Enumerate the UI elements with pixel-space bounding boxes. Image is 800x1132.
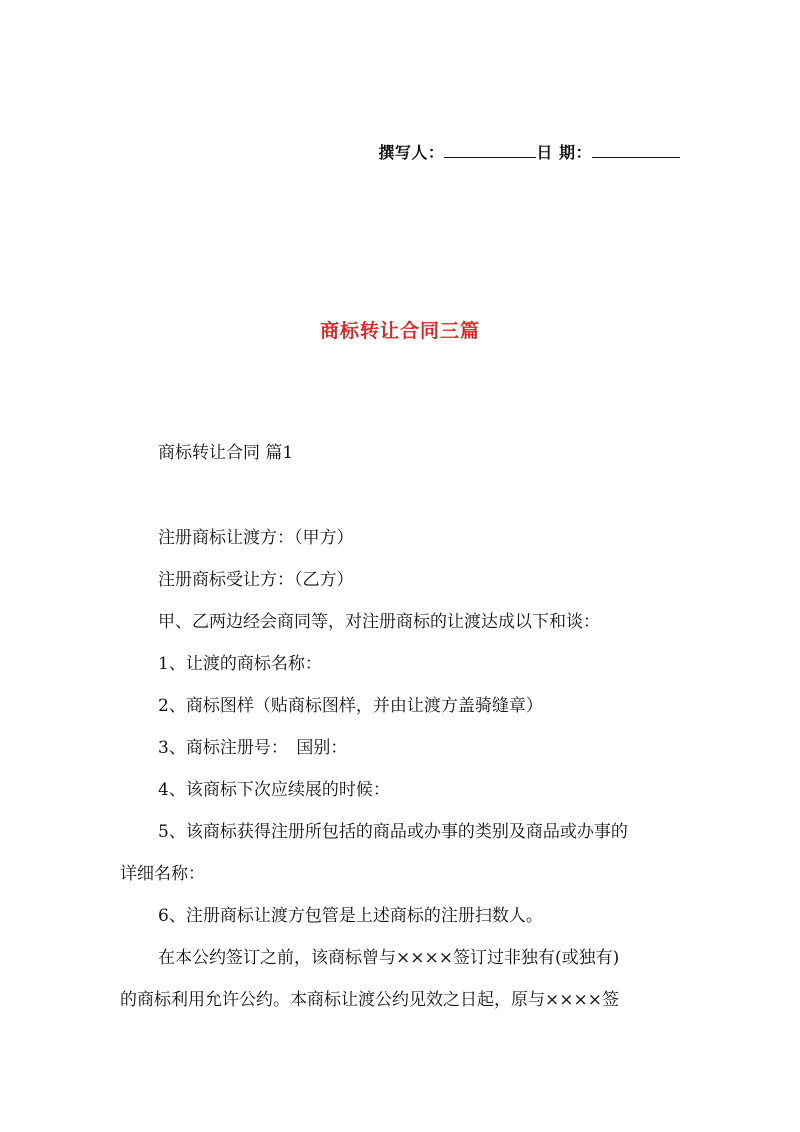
paragraph: 6、注册商标让渡方包管是上述商标的注册扫数人。	[158, 906, 543, 926]
paragraph: 在本公约签订之前，该商标曾与××××签订过非独有(或独有)	[158, 948, 620, 968]
paragraph: 注册商标让渡方：（甲方）	[158, 528, 354, 548]
paragraph: 甲、乙两边经会商同等，对注册商标的让渡达成以下和谈：	[158, 612, 600, 632]
paragraph: 2、商标图样（贴商标图样，并由让渡方盖骑缝章）	[158, 696, 543, 716]
date-blank	[592, 143, 680, 158]
paragraph: 4、该商标下次应续展的时候：	[158, 780, 390, 800]
author-date-line	[378, 140, 680, 163]
paragraph: 3、商标注册号： 国别：	[158, 738, 348, 758]
paragraph: 5、该商标获得注册所包括的商品或办事的类别及商品或办事的	[158, 822, 628, 842]
document-title: 商标转让合同三篇	[319, 320, 480, 342]
author-blank	[444, 143, 536, 158]
paragraph: 注册商标受让方：（乙方）	[158, 570, 354, 590]
author-label: 撰写人：	[378, 143, 445, 162]
section-heading: 商标转让合同 篇1	[158, 443, 294, 463]
paragraph: 1、让渡的商标名称：	[158, 654, 322, 674]
date-label: 日 期：	[536, 143, 592, 162]
paragraph-continuation: 详细名称：	[120, 864, 205, 884]
paragraph-continuation: 的商标利用允许公约。本商标让渡公约见效之日起，原与××××签	[120, 990, 619, 1010]
